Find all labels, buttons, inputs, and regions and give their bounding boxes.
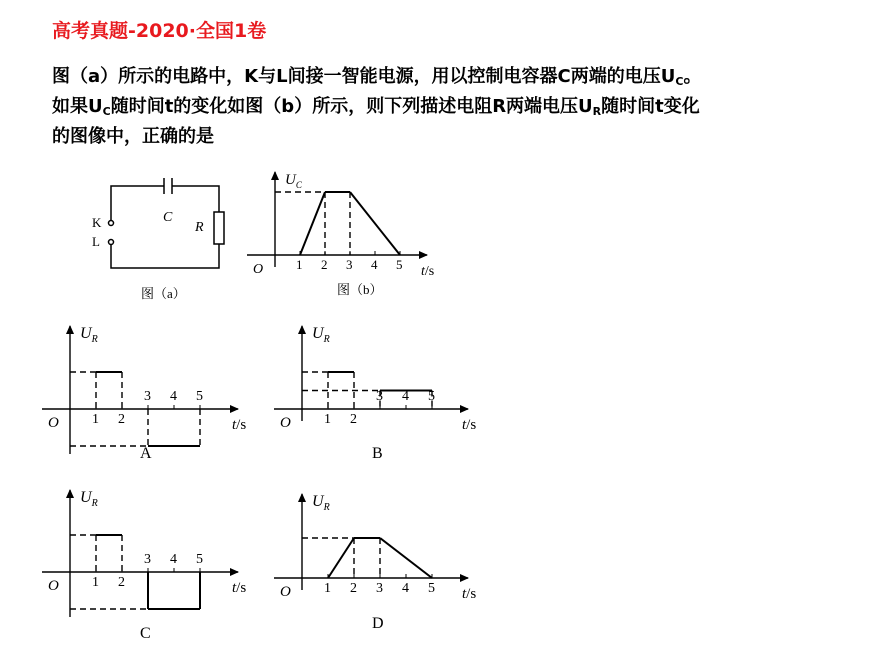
x-tick-label: 3 bbox=[144, 389, 151, 404]
x-tick-label: 4 bbox=[402, 389, 409, 404]
origin-label: O bbox=[48, 578, 59, 594]
data-line-segment bbox=[380, 538, 432, 578]
circuit-wire bbox=[111, 186, 164, 221]
x-tick-label: 5 bbox=[428, 389, 435, 404]
x-tick-label: 1 bbox=[92, 575, 99, 590]
option-c-label: C bbox=[140, 625, 151, 642]
data-line-segment bbox=[300, 192, 325, 255]
x-tick-label: 3 bbox=[376, 581, 383, 596]
question-line-2-text-a: 如果U bbox=[52, 96, 103, 117]
subscript-r: R bbox=[592, 105, 602, 118]
x-tick-label: 5 bbox=[196, 552, 203, 567]
graph-b bbox=[247, 172, 434, 279]
terminal-l bbox=[109, 240, 114, 245]
x-tick-label: 1 bbox=[324, 412, 331, 427]
question-line-2-text-b: 随时间t的变化如图（b）所示，则下列描述电阻R两端电压U bbox=[110, 96, 593, 117]
circuit-wire bbox=[111, 244, 219, 268]
x-axis-label: t/s bbox=[462, 417, 477, 433]
x-tick-label: 1 bbox=[92, 412, 99, 427]
caption-b: 图（b） bbox=[337, 282, 383, 297]
x-tick-label: 2 bbox=[321, 257, 328, 272]
option-d-label: D bbox=[372, 615, 384, 632]
x-tick-label: 3 bbox=[346, 257, 353, 272]
x-tick-label: 3 bbox=[376, 389, 383, 404]
y-axis-label: $U_R$ bbox=[312, 493, 330, 513]
y-axis-label: $U_C$ bbox=[285, 172, 302, 190]
origin-label: O bbox=[253, 262, 264, 277]
data-line-segment bbox=[328, 538, 354, 578]
data-line-segment bbox=[350, 192, 400, 255]
option-b-graph bbox=[274, 325, 476, 433]
question-line-3: 的图像中，正确的是 bbox=[52, 126, 214, 147]
label-c: C bbox=[163, 210, 173, 225]
option-b-label: B bbox=[372, 445, 383, 462]
label-k: K bbox=[92, 215, 102, 230]
question-line-1-text: 图（a）所示的电路中，K与L间接一智能电源，用以控制电容器C两端的电压U bbox=[52, 66, 676, 87]
x-tick-label: 2 bbox=[118, 575, 125, 590]
circuit-wire bbox=[172, 186, 219, 212]
x-axis-label: t/s bbox=[421, 264, 435, 279]
option-d-graph bbox=[274, 493, 476, 602]
option-a-graph bbox=[42, 325, 246, 454]
origin-label: O bbox=[280, 584, 291, 600]
label-r: R bbox=[195, 220, 204, 235]
x-tick-label: 2 bbox=[350, 581, 357, 596]
x-tick-label: 4 bbox=[170, 389, 177, 404]
option-c-graph bbox=[42, 489, 246, 617]
resistor bbox=[214, 212, 224, 244]
x-tick-label: 3 bbox=[144, 552, 151, 567]
x-tick-label: 5 bbox=[396, 257, 403, 272]
x-axis-label: t/s bbox=[232, 580, 247, 596]
question-line-2-text-c: 随时间t变化 bbox=[601, 96, 700, 117]
terminal-k bbox=[109, 221, 114, 226]
x-tick-label: 2 bbox=[350, 412, 357, 427]
x-tick-label: 4 bbox=[402, 581, 409, 596]
x-axis-label: t/s bbox=[232, 417, 247, 433]
x-axis-label: t/s bbox=[462, 586, 477, 602]
origin-label: O bbox=[280, 415, 291, 431]
subscript-c: C bbox=[675, 75, 684, 88]
x-tick-label: 5 bbox=[196, 389, 203, 404]
x-tick-label: 2 bbox=[118, 412, 125, 427]
label-l: L bbox=[92, 234, 100, 249]
x-tick-label: 1 bbox=[296, 257, 303, 272]
y-axis-label: $U_R$ bbox=[80, 489, 98, 509]
option-a-label: A bbox=[140, 445, 152, 462]
x-tick-label: 4 bbox=[371, 257, 378, 272]
subscript-c: C bbox=[102, 105, 111, 118]
x-tick-label: 5 bbox=[428, 581, 435, 596]
y-axis-label: $U_R$ bbox=[312, 325, 330, 345]
x-tick-label: 1 bbox=[324, 581, 331, 596]
page-title: 高考真题-2020·全国1卷 bbox=[52, 20, 267, 42]
origin-label: O bbox=[48, 415, 59, 431]
caption-a: 图（a） bbox=[141, 286, 186, 301]
y-axis-label: $U_R$ bbox=[80, 325, 98, 345]
x-tick-label: 4 bbox=[170, 552, 177, 567]
question-line-1-end: 。 bbox=[683, 66, 702, 87]
